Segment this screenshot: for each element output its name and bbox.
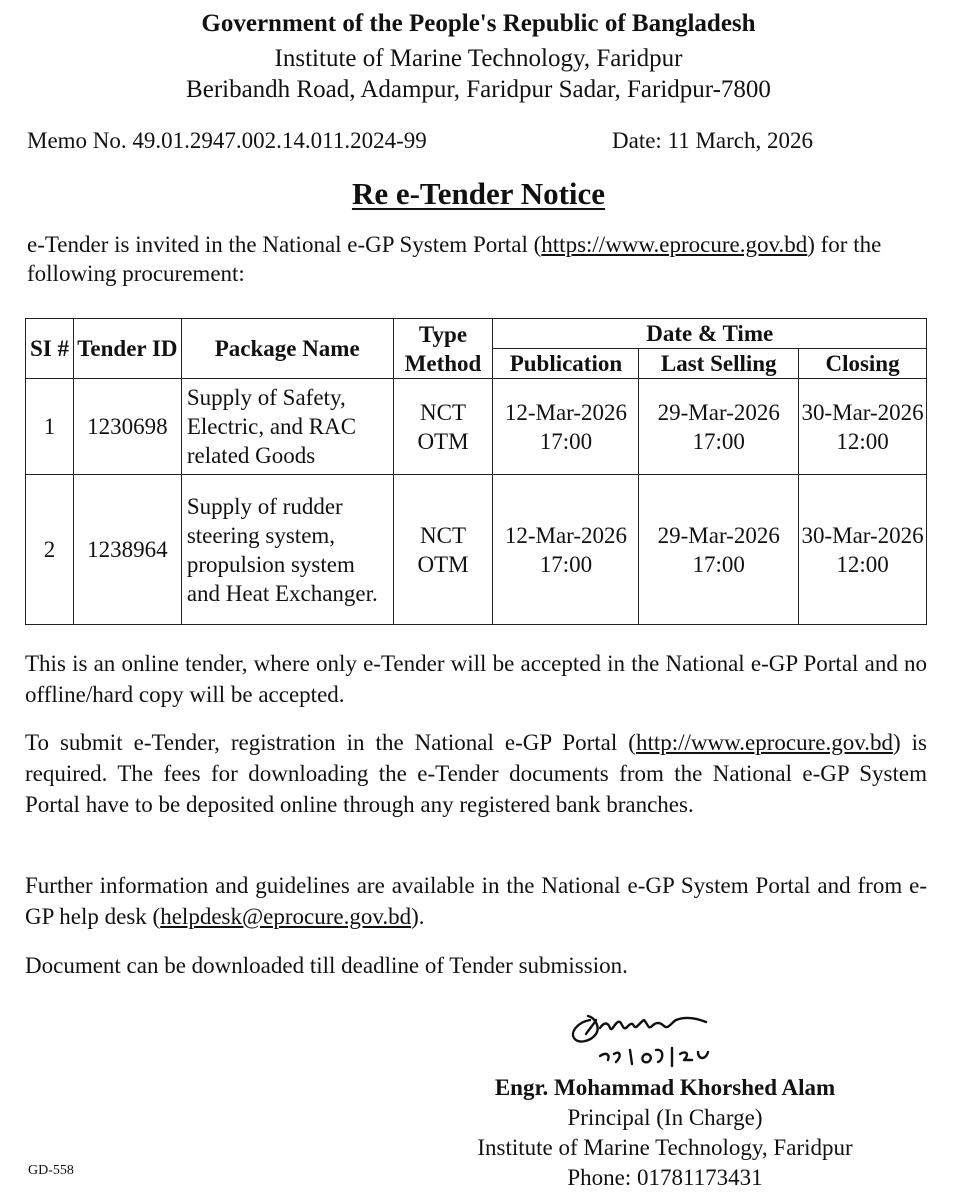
cell-publication: 12-Mar-2026 17:00 bbox=[493, 475, 639, 625]
cell-closing: 30-Mar-2026 12:00 bbox=[799, 379, 927, 475]
date-label: Date: bbox=[612, 128, 662, 153]
cell-si: 1 bbox=[26, 379, 74, 475]
header-last-selling: Last Selling bbox=[639, 349, 799, 379]
header-tender-id: Tender ID bbox=[73, 319, 181, 379]
online-tender-paragraph: This is an online tender, where only e-Tender will be accepted in the National e-GP Portal and no offline/hard copy will be accepted. bbox=[25, 651, 927, 707]
download-paragraph: Document can be downloaded till deadline of Tender submission. bbox=[25, 953, 628, 978]
cell-tender-id: 1238964 bbox=[73, 475, 181, 625]
signer-name: Engr. Mohammad Khorshed Alam bbox=[494, 1075, 836, 1100]
notice-title: Re e-Tender Notice bbox=[351, 176, 606, 211]
cell-package: Supply of rudder steering system, propulsion system and Heat Exchanger. bbox=[181, 475, 393, 625]
memo-label: Memo No. bbox=[27, 128, 127, 153]
cell-last-selling: 29-Mar-2026 17:00 bbox=[639, 475, 799, 625]
cell-tender-id: 1230698 bbox=[73, 379, 181, 475]
cell-si: 2 bbox=[26, 475, 74, 625]
registration-link[interactable]: http://www.eprocure.gov.bd bbox=[635, 730, 893, 755]
helpdesk-paragraph: Further information and guidelines are available in the National e-GP System Portal and from e-GP help desk (helpdesk@eprocure.gov.bd). bbox=[25, 873, 927, 929]
cell-type-method: NCT OTM bbox=[393, 379, 493, 475]
tender-table bbox=[25, 318, 927, 625]
cell-package: Supply of Safety, Electric, and RAC related Goods bbox=[181, 379, 393, 475]
eprocure-link[interactable]: https://www.eprocure.gov.bd bbox=[541, 232, 808, 257]
memo-number: 49.01.2947.002.14.011.2024-99 bbox=[132, 128, 427, 153]
header-publication: Publication bbox=[493, 349, 639, 379]
memo-line bbox=[27, 128, 427, 154]
table-row bbox=[26, 379, 927, 475]
gd-code: GD-558 bbox=[28, 1163, 74, 1178]
intro-paragraph: e-Tender is invited in the National e-GP System Portal (https://www.eprocure.gov.bd) for the following procurement: bbox=[27, 232, 882, 286]
cell-type-method: NCT OTM bbox=[393, 475, 493, 625]
institute-heading: Institute of Marine Technology, Faridpur bbox=[274, 45, 683, 72]
government-heading: Government of the People's Republic of Bangladesh bbox=[201, 10, 756, 37]
header-closing: Closing bbox=[799, 349, 927, 379]
table-row bbox=[26, 475, 927, 625]
signer-role: Principal (In Charge) bbox=[567, 1105, 763, 1130]
header-date-time: Date & Time bbox=[493, 319, 927, 349]
header-si: SI # bbox=[26, 319, 74, 379]
header-package-name: Package Name bbox=[181, 319, 393, 379]
signer-phone: Phone: 01781173431 bbox=[567, 1165, 763, 1190]
cell-last-selling: 29-Mar-2026 17:00 bbox=[639, 379, 799, 475]
registration-paragraph: To submit e-Tender, registration in the National e-GP Portal (http://www.eprocure.gov.bd) is required. The fees for downloading the e-Tender documents from the National e-GP System Portal have to be deposited online through any registered bank branches. bbox=[25, 730, 927, 817]
handwritten-signature bbox=[560, 1000, 800, 1072]
helpdesk-email-link[interactable]: helpdesk@eprocure.gov.bd bbox=[160, 904, 412, 929]
signer-institute: Institute of Marine Technology, Faridpur bbox=[477, 1135, 853, 1160]
institute-address: Beribandh Road, Adampur, Faridpur Sadar, Faridpur-7800 bbox=[186, 76, 771, 103]
cell-closing: 30-Mar-2026 12:00 bbox=[799, 475, 927, 625]
cell-publication: 12-Mar-2026 17:00 bbox=[493, 379, 639, 475]
header-type-method: Type Method bbox=[393, 319, 493, 379]
date-line bbox=[612, 128, 813, 154]
date-value: 11 March, 2026 bbox=[667, 128, 813, 153]
